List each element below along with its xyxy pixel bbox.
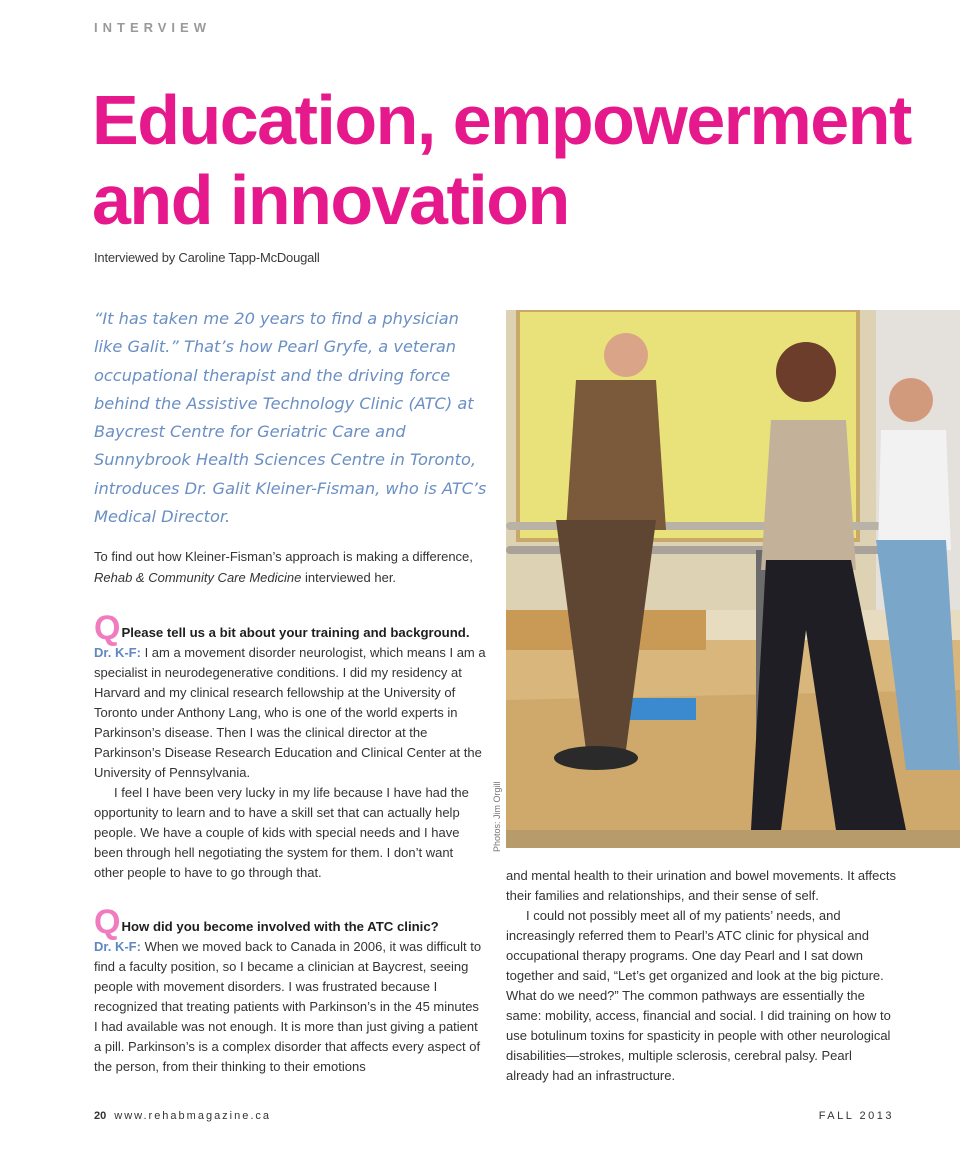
intro-text: To find out how Kleiner-Fisman’s approach is making a difference, [94, 549, 473, 564]
speaker-label: Dr. K-F: [94, 939, 141, 954]
intro-text-end: interviewed her. [301, 570, 397, 585]
publication-name: Rehab & Community Care Medicine [94, 570, 302, 585]
speaker-label: Dr. K-F: [94, 645, 141, 660]
q-marker: Q [94, 609, 121, 647]
section-label: INTERVIEW [94, 20, 211, 35]
answer-paragraph [94, 643, 486, 783]
clinic-photo [506, 310, 960, 848]
question-1 [94, 609, 486, 647]
question-2 [94, 903, 486, 941]
byline: Interviewed by Caroline Tapp-McDougall [94, 250, 320, 265]
answer-paragraph: I feel I have been very lucky in my life because I have had the opportunity to learn and to have a skill set that can actually help people. We have a couple of kids with special needs and I have been through hell negotiating the system for them. I don’t want other people to have to go through that. [94, 785, 469, 880]
pull-quote: “It has taken me 20 years to find a physician like Galit.” That’s how Pearl Gryfe, a veteran occupational therapist and the driving force behind the Assistive Technology Clinic (ATC) at Baycrest Centre for Geriatric Care and Sunnybrook Health Sciences Centre in Toronto, introduces Dr. Galit Kleiner-Fisman, who is ATC’s Medical Director. [94, 309, 487, 527]
issue-label: FALL 2013 [818, 1110, 894, 1122]
left-column-q1 [94, 609, 486, 883]
answer-text: When we moved back to Canada in 2006, it was difficult to find a faculty position, so I became a clinician at Baycrest, seeing people with movement disorders. I was frustrated because I recognized that treating patients with Parkinson’s in the 45 minutes I had available was not enough. It is more than just giving a patient a pill. Parkinson’s is a complex disorder that affects every aspect of the person, from their thinking to their emotions [94, 939, 482, 1074]
article-title: Education, empowerment and innovation [92, 81, 911, 239]
intro-paragraph [94, 546, 486, 588]
question-text: Please tell us a bit about your training and background. [121, 625, 470, 640]
page-number: 20 [94, 1110, 107, 1122]
q-marker: Q [94, 903, 121, 941]
website-url: www.rehabmagazine.ca [114, 1110, 272, 1122]
answer-paragraph: I could not possibly meet all of my patients’ needs, and increasingly referred them to Pearl’s ATC clinic for physical and occupational therapy programs. One day Pearl and I sat down together and said, “Let’s get organized and look at the big picture. What do we need?” The common pathways are essentially the same: mobility, access, financial and social. I did training on how to use botulinum toxins for spasticity in people with other neurological disabilities—strokes, multiple sclerosis, cerebral palsy. Pearl already had an infrastructure. [506, 908, 891, 1083]
left-column-q2 [94, 903, 486, 1077]
photo-credit: Photos: Jim Orgill [492, 781, 502, 852]
answer-paragraph [94, 937, 486, 1077]
continued-paragraph: and mental health to their urination and bowel movements. It affects their families and relationships, and their sense of self. [506, 868, 896, 903]
footer-left [94, 1110, 271, 1122]
question-text: How did you become involved with the ATC clinic? [121, 919, 439, 934]
answer-text: I am a movement disorder neurologist, which means I am a specialist in neurodegenerative conditions. I did my residency at Harvard and my clinical research fellowship at the University of Toronto under Anthony Lang, who is one of the world experts in Parkinson’s disease. Then I was the clinical director at the Parkinson’s Disease Research Education and Clinical Center at the University of Pennsylvania. [94, 645, 486, 780]
photo-illustration [506, 310, 960, 848]
right-column [506, 866, 898, 1086]
